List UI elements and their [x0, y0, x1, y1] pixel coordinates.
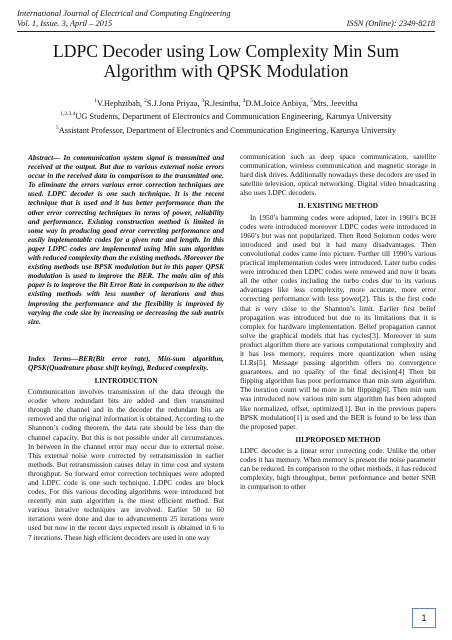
- author-name: R.Jesintha,: [204, 98, 243, 108]
- introduction-continued: communication such as deep space communication, satellite communication, wireless communication and magnetic storage in hard disk drives. Additionally nowadays these decoders are used in satellite television, optical networking. Digital video broadcasting also uses LDPC decoders.: [240, 152, 436, 198]
- author-list: [20, 96, 432, 109]
- header-rule: [17, 31, 435, 32]
- paper-title: LDPC Decoder using Low Complexity Min Sum Algorithm with QPSK Modulation: [53, 41, 399, 81]
- journal-issn: ISSN (Online): 2349-8218: [346, 19, 435, 28]
- affiliation-professor: [20, 123, 432, 136]
- affiliation-text: UG Students, Department of Electronics and Communication Engineering, Karunya University: [75, 112, 392, 122]
- affiliation-students: [20, 109, 432, 122]
- journal-meta-row: [17, 19, 435, 29]
- left-column: [28, 153, 224, 542]
- author-sup: 3: [201, 98, 205, 104]
- page-number: 1: [412, 608, 436, 628]
- abstract: Abstract— In communication system signal is transmitted and received at the output. But due to various external noise errors occur in the received data in comparison to the transmitted one. To eliminate the errors various error correction techniques are used. LDPC decoder is one such technique. It is the recent technique that is used and it has better performance than the other error correcting techniques in terms of power, reliability and performance. Existing construction method is limited in some way in producing good error correcting performance and easily implementable codes for a given rate and length. In this paper LDPC codes are implemented using Min sum algorithm with reduced complexity than the existing methods. Moreover the existing methods use BPSK modulation but in this paper QPSK modulation is used to improve the BER. The main aim of this paper is to improve the Bit Error Rate in comparison to the other existing methods with less number of iterations and thus improving the performance and the flexibility is improved by varying the code size by increasing or decreasing the sub matrix size.: [28, 153, 225, 326]
- author-name: D.M.Joice Anbiya,: [245, 98, 311, 108]
- author-sup: 2: [144, 98, 147, 104]
- section-heading-proposed-method: III.PROPOSED METHOD: [295, 434, 381, 444]
- journal-volume: Vol. 1, Issue. 3, April – 2015: [17, 19, 113, 28]
- section-heading-introduction: I.INTRODUCTION: [94, 375, 158, 385]
- author-name: Mrs. Jeevitha: [313, 98, 358, 108]
- author-sup: 4: [242, 98, 246, 104]
- existing-method-text: In 1950’s hamming codes were adopted, later in 1960’s BCH codes were introduced moreover LDPC codes were introduced in 1960’s but was not popularized. Then Reed Solomon codes were introduced and used but it had many disadvantages. Then convolutional codes came into picture. Further till 1990’s various practical implementation codes were introduced. Later turbo codes were introduced then LDPC codes were renewed and now it beats all the other codes including the turbo codes due to its various advantages like less complexity, more accurate, more error correcting performance with less power[2]. This is the first code that is very close to the Shannon’s limit. Earlier first belief propagation was introduced but due to its limitations that it is complex for hardware implementation. Belief propagation cannot solve the graphical models that has cycles[3]. Moreover in sum product algorithm there are various computational complexity and it has less memory, requires more quantization when using LLRs[5]. Message passing algorithm offers no convergence guarantees, and no quality of the final decision[4] Then bit flipping algorithm has poor performance than min sum algorithm. The iteration count will be more in bit flipping[6]. Then min sum was introduced now various min sum algorithm has been adopted like normalized, offset, optimized[1]. But in the previous papers BPSK modulation[1] is used and the BER is found to be less than the proposed paper.: [240, 212, 436, 431]
- introduction-text: Communication involves transmission of the data through the ecoder where redundant bits are added and then transmitted through the channel and in the decoder the redundant bits are removed and the original information is obtained. According to the Shannon’s coding theorem, the data rate should be less than the channel capacity. But this is not possible under all circumstances. In between in the channel error may occur due to external noise. This external noise were corrected by retransmission in earlier methods. But retransmission causes delay in time cost and system throughput. So forward error correction techniques were adopted and LDPC code is one such technique. LDPC codes are block codes. For this various decoding algorithms were introduced but recently min sum algorithm is the most efficient method. But various iterative techniques are involved. Earlier 50 to 60 iterations were done and due to advancements 25 iterations were used but now in the recent days expected result is obtained in 6 to 7 iterations. These high efficient decoders are used in one way: [28, 387, 224, 542]
- affiliation-text: Assistant Professor, Department of Electronics and Communication Engineering, Karunya University: [58, 125, 396, 135]
- author-name: S.J.Jona Priyaa,: [146, 98, 202, 108]
- index-terms: Index Terms—BER(Bit error rate), Min-sum algorithm, QPSK(Quadrature phase shift keying), Reduced complexity.: [28, 353, 224, 372]
- journal-name: International Journal of Electrical and Computing Engineering: [17, 9, 231, 18]
- author-sup: 1: [94, 98, 98, 104]
- right-column: [240, 152, 436, 491]
- affiliation-sup: 5: [56, 124, 59, 131]
- proposed-method-text: LDPC decoder is a linear error correcting code. Unlike the other codes it has memory. When memory is present the noise parameter can be reduced. In comparison to the other methods, it has reduced complexity, high throughput, better performance and better SNR in comparison to other: [240, 445, 436, 492]
- author-name: V.Hephzibah,: [97, 98, 145, 108]
- affiliation-sup: 1,2,3,4: [60, 111, 76, 118]
- section-heading-existing-method: II. EXISTING METHOD: [297, 201, 379, 211]
- author-sup: 5: [310, 98, 314, 104]
- author-block: [20, 96, 432, 136]
